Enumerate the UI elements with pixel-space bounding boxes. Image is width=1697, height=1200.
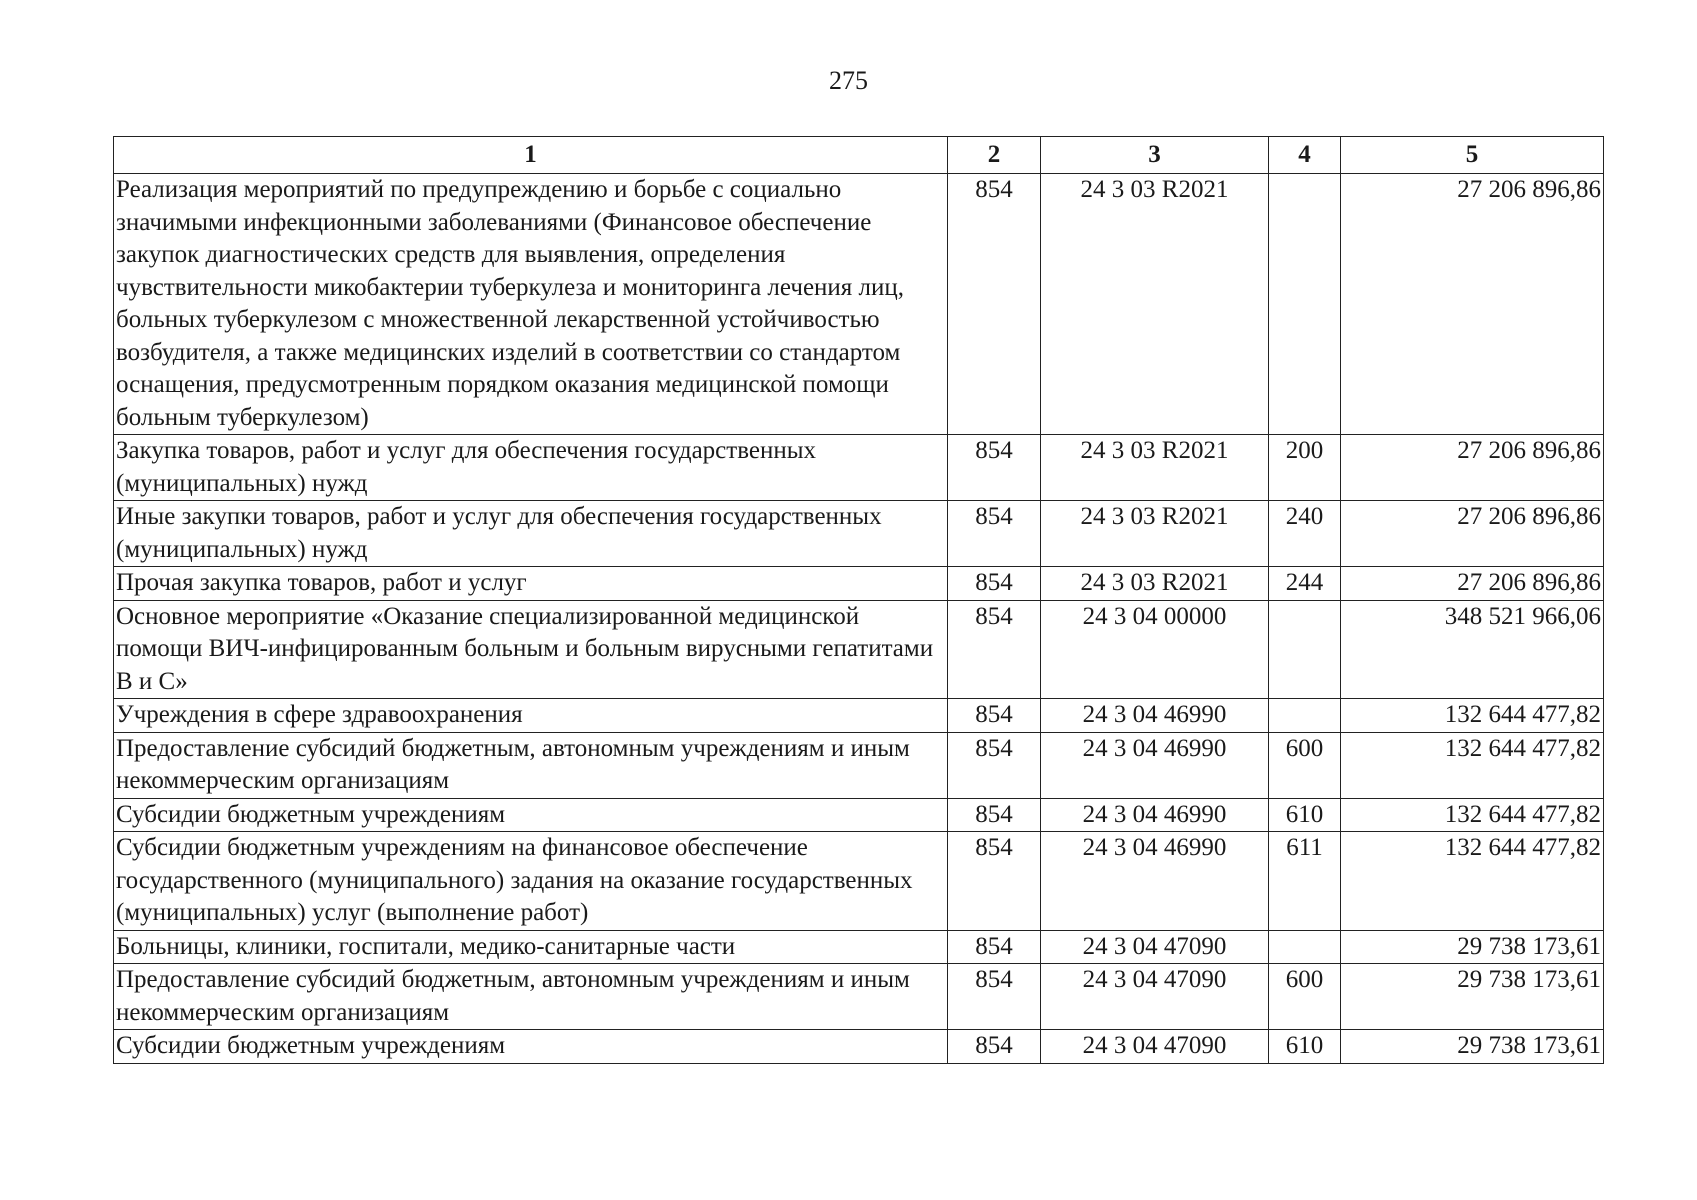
row-vedomstvo: 854	[948, 964, 1041, 1030]
row-name: Субсидии бюджетным учреждениям	[114, 1030, 948, 1064]
row-csr: 24 3 04 47090	[1041, 930, 1269, 964]
row-amount: 27 206 896,86	[1341, 435, 1604, 501]
row-vedomstvo: 854	[948, 600, 1041, 699]
row-vr: 610	[1269, 798, 1341, 832]
row-name: Закупка товаров, работ и услуг для обеспечения государственных (муниципальных) нужд	[114, 435, 948, 501]
header-col-3: 3	[1041, 137, 1269, 174]
table-row	[114, 1030, 1604, 1064]
row-csr: 24 3 03 R2021	[1041, 501, 1269, 567]
row-amount: 132 644 477,82	[1341, 798, 1604, 832]
table-row	[114, 501, 1604, 567]
row-vedomstvo: 854	[948, 1030, 1041, 1064]
table-row	[114, 732, 1604, 798]
row-vedomstvo: 854	[948, 832, 1041, 931]
table-row	[114, 174, 1604, 435]
table-row	[114, 798, 1604, 832]
row-vr	[1269, 699, 1341, 733]
row-vedomstvo: 854	[948, 798, 1041, 832]
row-name: Иные закупки товаров, работ и услуг для обеспечения государственных (муниципальных) нужд	[114, 501, 948, 567]
row-vr: 600	[1269, 732, 1341, 798]
row-vr: 200	[1269, 435, 1341, 501]
row-csr: 24 3 04 46990	[1041, 732, 1269, 798]
table-row	[114, 832, 1604, 931]
row-vr: 244	[1269, 567, 1341, 601]
row-amount: 29 738 173,61	[1341, 1030, 1604, 1064]
table-row	[114, 600, 1604, 699]
row-vr: 240	[1269, 501, 1341, 567]
row-csr: 24 3 03 R2021	[1041, 174, 1269, 435]
row-amount: 132 644 477,82	[1341, 732, 1604, 798]
row-name: Субсидии бюджетным учреждениям на финансовое обеспечение государственного (муниципального) задания на оказание государственных (муниципальных) услуг (выполнение работ)	[114, 832, 948, 931]
row-vedomstvo: 854	[948, 732, 1041, 798]
row-name: Основное мероприятие «Оказание специализированной медицинской помощи ВИЧ-инфицированным больным и больным вирусными гепатитами В и С»	[114, 600, 948, 699]
row-csr: 24 3 04 00000	[1041, 600, 1269, 699]
row-vedomstvo: 854	[948, 930, 1041, 964]
row-vr: 600	[1269, 964, 1341, 1030]
row-amount: 29 738 173,61	[1341, 964, 1604, 1030]
table-row	[114, 435, 1604, 501]
row-name: Предоставление субсидий бюджетным, автономным учреждениям и иным некоммерческим организациям	[114, 732, 948, 798]
table-row	[114, 930, 1604, 964]
row-vedomstvo: 854	[948, 174, 1041, 435]
row-name: Предоставление субсидий бюджетным, автономным учреждениям и иным некоммерческим организациям	[114, 964, 948, 1030]
row-amount: 132 644 477,82	[1341, 832, 1604, 931]
table-body	[114, 174, 1604, 1064]
row-csr: 24 3 04 47090	[1041, 964, 1269, 1030]
row-amount: 27 206 896,86	[1341, 501, 1604, 567]
table-row	[114, 964, 1604, 1030]
header-row	[114, 137, 1604, 174]
header-col-1: 1	[114, 137, 948, 174]
row-vedomstvo: 854	[948, 567, 1041, 601]
row-vedomstvo: 854	[948, 699, 1041, 733]
header-col-2: 2	[948, 137, 1041, 174]
row-name: Субсидии бюджетным учреждениям	[114, 798, 948, 832]
table-row	[114, 699, 1604, 733]
row-name: Учреждения в сфере здравоохранения	[114, 699, 948, 733]
row-name: Прочая закупка товаров, работ и услуг	[114, 567, 948, 601]
table-header	[114, 137, 1604, 174]
row-vr	[1269, 930, 1341, 964]
row-csr: 24 3 03 R2021	[1041, 435, 1269, 501]
row-csr: 24 3 04 46990	[1041, 798, 1269, 832]
header-col-4: 4	[1269, 137, 1341, 174]
row-name: Реализация мероприятий по предупреждению и борьбе с социально значимыми инфекционными заболеваниями (Финансовое обеспечение закупок диагностических средств для выявления, определения чувствительности микобактерии туберкулеза и мониторинга лечения лиц, больных туберкулезом с множественной лекарственной устойчивостью возбудителя, а также медицинских изделий в соответствии со стандартом оснащения, предусмотренным порядком оказания медицинской помощи больным туберкулезом)	[114, 174, 948, 435]
row-vr: 610	[1269, 1030, 1341, 1064]
row-vr	[1269, 174, 1341, 435]
row-vedomstvo: 854	[948, 435, 1041, 501]
row-csr: 24 3 04 47090	[1041, 1030, 1269, 1064]
row-csr: 24 3 04 46990	[1041, 832, 1269, 931]
row-vedomstvo: 854	[948, 501, 1041, 567]
row-vr: 611	[1269, 832, 1341, 931]
budget-table	[113, 136, 1604, 1064]
row-name: Больницы, клиники, госпитали, медико-санитарные части	[114, 930, 948, 964]
row-csr: 24 3 03 R2021	[1041, 567, 1269, 601]
row-amount: 348 521 966,06	[1341, 600, 1604, 699]
row-amount: 27 206 896,86	[1341, 174, 1604, 435]
row-vr	[1269, 600, 1341, 699]
row-csr: 24 3 04 46990	[1041, 699, 1269, 733]
row-amount: 132 644 477,82	[1341, 699, 1604, 733]
row-amount: 27 206 896,86	[1341, 567, 1604, 601]
page-number: 275	[829, 66, 868, 95]
table-row	[114, 567, 1604, 601]
header-col-5: 5	[1341, 137, 1604, 174]
row-amount: 29 738 173,61	[1341, 930, 1604, 964]
